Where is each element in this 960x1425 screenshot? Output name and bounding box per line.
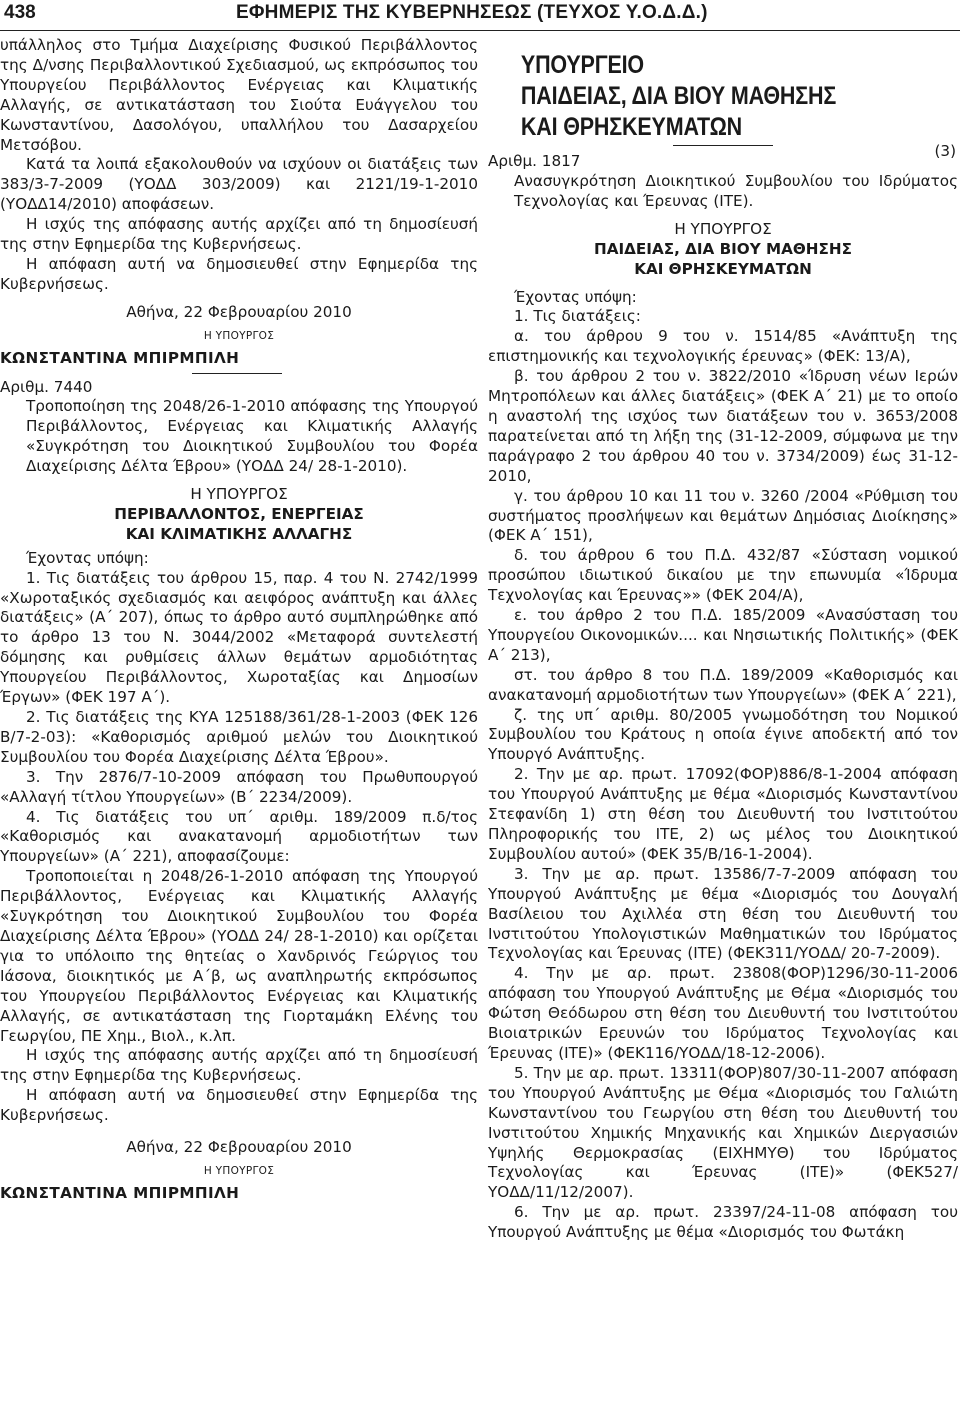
decision-number: Αριθμ. 7440 bbox=[0, 377, 93, 396]
page-number: 438 bbox=[4, 2, 36, 23]
recital-subitem: ε. του άρθρο 2 του Π.Δ. 185/2009 «Ανασύσταση του Υπουργείου Οικονομικών.... και Νησιωτικής Πολιτικής» (ΦΕΚ Α΄ 213), bbox=[488, 606, 958, 664]
gazette-title: ΕΦΗΜΕΡΙΣ ΤΗΣ ΚΥΒΕΡΝΗΣΕΩΣ (ΤΕΥΧΟΣ Υ.Ο.Δ.Δ.) bbox=[236, 2, 708, 23]
authority-heading-1: Η ΥΠΟΥΡΓΟΣ bbox=[674, 219, 772, 238]
recital-item: 5. Την με αρ. πρωτ. 13311(ΦΟΡ)807/30-11-2007 απόφαση του Υπουργού Ανάπτυξης με Θέμα «Διορισμός του Γαλιώτη Κωνσταντίνου του Γεωργίου στη θέση του Διευθυντή του Ινστιτούτου Χημικής Μηχανικής και Χημικών Διεργασιών Υψηλής Θερμοκρασίας (ΕΙΧΗΜΥΘ) του Ιδρύματος Τεχνολογίας και Έρευνας (ΙΤΕ)» (ΦΕΚ527/ ΥΟΔΔ/11/12/2007). bbox=[488, 1063, 958, 1202]
paragraph: υπάλληλος στο Τμήμα Διαχείρισης Φυσικού Περιβάλλοντος της Δ/νσης Περιβαλλοντικού Σχεδιασμού, ως εκπρόσωπος του Υπουργείου Περιβάλλοντος Ενέργειας και Κλιματικής Αλλαγής, σε αντικατάσταση του Σιούτα Ευάγγελου του Κωνσταντίνου, Δασολόγου, υπαλλήλου του Δασαρχείου Μετσόβου. bbox=[0, 36, 478, 154]
recital-item: 3. Την με αρ. πρωτ. 13586/7-7-2009 απόφαση του Υπουργού Ανάπτυξης με θέμα «Διορισμός του Δουγαλή Βασίλειου του Αχιλλέα στη θέση του Διευθυντή του Ινστιτούτου Υπολογιστικών Μαθηματικών του Ιδρύματος Τεχνολογίας και Έρευνας (ΙΤΕ) (ΦΕΚ311/ΥΟΔΔ/ 20-7-2009). bbox=[488, 864, 958, 963]
recital-item: 6. Την με αρ. πρωτ. 23397/24-11-08 απόφαση του Υπουργού Ανάπτυξης με θέμα «Διορισμός του Φωτάκη bbox=[488, 1203, 958, 1242]
recital-subitem: β. του άρθρου 2 του ν. 3822/2010 «Ίδρυση νέων Ιερών Μητροπόλεων και άλλες διατάξεις» (ΦΕΚ Α΄ 21) με το οποίο η αναστολή της ισχύος των διατάξεων του ν. 3653/2008 παρατείνεται από τη λήξη της (31-12-2009, σύμφωνα με την παράγραφο 2 του άρθρου 40 του ν. 3734/2009) έως 31-12-2010, bbox=[488, 367, 958, 485]
recital-item: 1. Τις διατάξεις: bbox=[514, 307, 641, 326]
decision-title-text: Τροποποίηση της 2048/26-1-2010 απόφασης της Υπουργού Περιβάλλοντος, Ενέργειας και Κλιματικής Αλλαγής «Συγκρότηση του Διοικητικού Συμβουλίου του Φορέα Διαχείρισης Δέλτα Έβρου» (ΥΟΔΔ 24/ 28-1-2010). bbox=[26, 397, 478, 476]
recital-subitem: ζ. της υπ΄ αριθμ. 80/2005 γνωμοδότηση του Νομικού Συμβουλίου του Κράτους η οποία έγινε αποδεκτή από τον Υπουργό Ανάπτυξης. bbox=[488, 705, 958, 764]
minister-name: ΚΩΝΣΤΑΝΤΙΝΑ ΜΠΙΡΜΠΙΛΗ bbox=[0, 348, 240, 367]
authority-heading-2: ΠΕΡΙΒΑΛΛΟΝΤΟΣ, ΕΝΕΡΓΕΙΑΣ bbox=[114, 504, 364, 523]
recital-item: 4. Τις διατάξεις του υπ΄ αριθμ. 189/2009 π.δ/τος «Καθορισμός και ανακατανομή αρμοδιοτήτων των Υπουργείων» (Α΄ 221), αποφασίζουμε: bbox=[0, 807, 478, 866]
ministry-title-2: ΠΑΙΔΕΙΑΣ, ΔΙΑ ΒΙΟΥ ΜΑΘΗΣΗΣ bbox=[520, 82, 837, 110]
having-regard: Έχοντας υπόψη: bbox=[26, 548, 149, 567]
minister-name: ΚΩΝΣΤΑΝΤΙΝΑ ΜΠΙΡΜΠΙΛΗ bbox=[0, 1183, 240, 1202]
recital-item: 4. Την με αρ. πρωτ. 23808(ΦΟΡ)1296/30-11-2006 απόφαση του Υπουργού Ανάπτυξης με Θέμα «Διορισμός του Φώτση Θεόδωρου στη θέση του Διευθυντή του Ινστιτούτου Βιοιατρικών Ερευνών του Ιδρύματος Τεχνολογίας και Έρευνας (ΙΤΕ)» (ΦΕΚ116/ΥΟΔΔ/18-12-2006). bbox=[488, 964, 958, 1062]
recital-item: 1. Τις διατάξεις του άρθρου 15, παρ. 4 του Ν. 2742/1999 «Χωροταξικός σχεδιασμός και αειφόρος ανάπτυξη και άλλες διατάξεις» (Α΄ 207), όπως το άρθρο αυτό συμπληρώθηκε από το άρθρο 13 του Ν. 3044/2002 «Μεταφορά συντελεστή δόμησης και ρυθμίσεις άλλων θεμάτων αρμοδιότητας Υπουργείου Περιβάλλοντος, Χωροταξίας και Δημοσίων Έργων» (ΦΕΚ 197 Α΄). bbox=[0, 568, 478, 707]
ministry-title-3: ΚΑΙ ΘΡΗΣΚΕΥΜΑΤΩΝ bbox=[520, 113, 743, 141]
ministry-title-1: ΥΠΟΥΡΓΕΙΟ bbox=[520, 51, 644, 79]
signature-date: Αθήνα, 22 Φεβρουαρίου 2010 bbox=[126, 1138, 352, 1157]
recital-subitem: α. του άρθρου 9 του ν. 1514/85 «Ανάπτυξη της επιστημονικής και τεχνολογικής έρευνας» (ΦΕΚ: 13/Α), bbox=[488, 327, 958, 366]
decision-number: Αριθμ. 1817 bbox=[488, 152, 581, 170]
recital-item: 3. Την 2876/7-10-2009 απόφαση του Πρωθυπουργού «Αλλαγή τίτλου Υπουργείων» (Β΄ 2234/2009). bbox=[0, 767, 478, 806]
section-number: (3) bbox=[934, 142, 956, 160]
minister-label: Η ΥΠΟΥΡΓΟΣ bbox=[203, 329, 275, 342]
paragraph: Η απόφαση αυτή να δημοσιευθεί στην Εφημερίδα της Κυβερνήσεως. bbox=[0, 1086, 478, 1125]
left-column bbox=[0, 36, 478, 1204]
signature-date: Αθήνα, 22 Φεβρουαρίου 2010 bbox=[126, 302, 352, 321]
recital-item: 2. Τις διατάξεις της ΚΥΑ 125188/361/28-1-2003 (ΦΕΚ 126 Β/7-2-03): «Καθορισμός αριθμού μελών του Διοικητικού Συμβουλίου του Φορέα Διαχείρισης Δέλτα Έβρου». bbox=[0, 708, 478, 766]
authority-heading-3: ΚΑΙ ΘΡΗΣΚΕΥΜΑΤΩΝ bbox=[634, 259, 812, 278]
authority-heading-2: ΠΑΙΔΕΙΑΣ, ΔΙΑ ΒΙΟΥ ΜΑΘΗΣΗΣ bbox=[594, 239, 852, 258]
recital-item: 2. Την με αρ. πρωτ. 17092(ΦΟΡ)886/8-1-2004 απόφαση του Υπουργού Ανάπτυξης με θέμα «Διορισμός Κωνσταντίνου Στεφανίδη 1) στη θέση του Διευθυντή του Ινστιτούτου Πληροφορικής του ΙΤΕ, 2) ως μέλος του Διοικητικού Συμβουλίου αυτού» (ΦΕΚ 35/Β/16-1-2004). bbox=[488, 765, 958, 863]
paragraph: Η απόφαση αυτή να δημοσιευθεί στην Εφημερίδα της Κυβερνήσεως. bbox=[0, 254, 478, 293]
section-divider bbox=[673, 145, 773, 146]
having-regard: Έχοντας υπόψη: bbox=[514, 287, 637, 306]
recital-subitem: δ. του άρθρου 6 του Π.Δ. 432/87 «Σύσταση νομικού προσώπου ιδιωτικού δικαίου με την επωνυμία «Ίδρυμα Τεχνολογίας και Έρευνας»» (ΦΕΚ 204/Α), bbox=[488, 546, 958, 605]
recital-subitem: γ. του άρθρου 10 και 11 του ν. 3260 /2004 «Ρύθμιση του συστήματος προσλήψεων και θεμάτων Δημόσιας Διοίκησης» (ΦΕΚ Α΄ 151), bbox=[488, 486, 958, 545]
section-divider bbox=[192, 373, 282, 374]
recital-subitem: στ. του άρθρο 8 του Π.Δ. 189/2009 «Καθορισμός και ανακατανομή αρμοδιοτήτων των Υπουργείων» (ΦΕΚ Α΄ 221), bbox=[488, 665, 958, 704]
decision-number-row bbox=[488, 142, 958, 172]
authority-heading-1: Η ΥΠΟΥΡΓΟΣ bbox=[190, 485, 288, 504]
paragraph: Η ισχύς της απόφασης αυτής αρχίζει από τη δημοσίευσή της στην Εφημερίδα της Κυβερνήσεως. bbox=[0, 215, 478, 254]
authority-heading-3: ΚΑΙ ΚΛΙΜΑΤΙΚΗΣ ΑΛΛΑΓΗΣ bbox=[125, 524, 353, 543]
minister-label: Η ΥΠΟΥΡΓΟΣ bbox=[203, 1164, 275, 1177]
decision-text: Τροποποιείται η 2048/26-1-2010 απόφαση της Υπουργού Περιβάλλοντος, Ενέργειας και Κλιματικής Αλλαγής «Συγκρότηση του Διοικητικού Συμβουλίου του Φορέα Διαχείρισης Δέλτα Έβρου» (ΥΟΔΔ 24/ 28-1-2010) και ορίζεται για το υπόλοιπο της θητείας ο Χανδρινός Γεώργιος του Ιάσονα, διοικητικός με Α΄β, ως αναπληρωτής εκπρόσωπος του Υπουργείου Περιβάλλοντος Ενέργειας και Κλιματικής Αλλαγής, σε αντικατάσταση της Γιορταμάκη Ελένης του Γεωργίου, ΠΕ Χημ., Βιολ., κ.λπ. bbox=[0, 867, 478, 1045]
paragraph: Κατά τα λοιπά εξακολουθούν να ισχύουν οι διατάξεις των 383/3-7-2009 (ΥΟΔΔ 303/2009) και 2121/19-1-2010 (ΥΟΔΔ14/2010) αποφάσεων. bbox=[0, 155, 478, 214]
header-divider bbox=[0, 30, 960, 31]
paragraph: Η ισχύς της απόφασης αυτής αρχίζει από τη δημοσίευσή της στην Εφημερίδα της Κυβερνήσεως. bbox=[0, 1046, 478, 1085]
right-column bbox=[488, 36, 958, 1243]
decision-title: Ανασυγκρότηση Διοικητικού Συμβουλίου του Ιδρύματος Τεχνολογίας και Έρευνας (ΙΤΕ). bbox=[514, 172, 958, 210]
page-header bbox=[0, 0, 960, 32]
decision-title bbox=[0, 397, 478, 477]
